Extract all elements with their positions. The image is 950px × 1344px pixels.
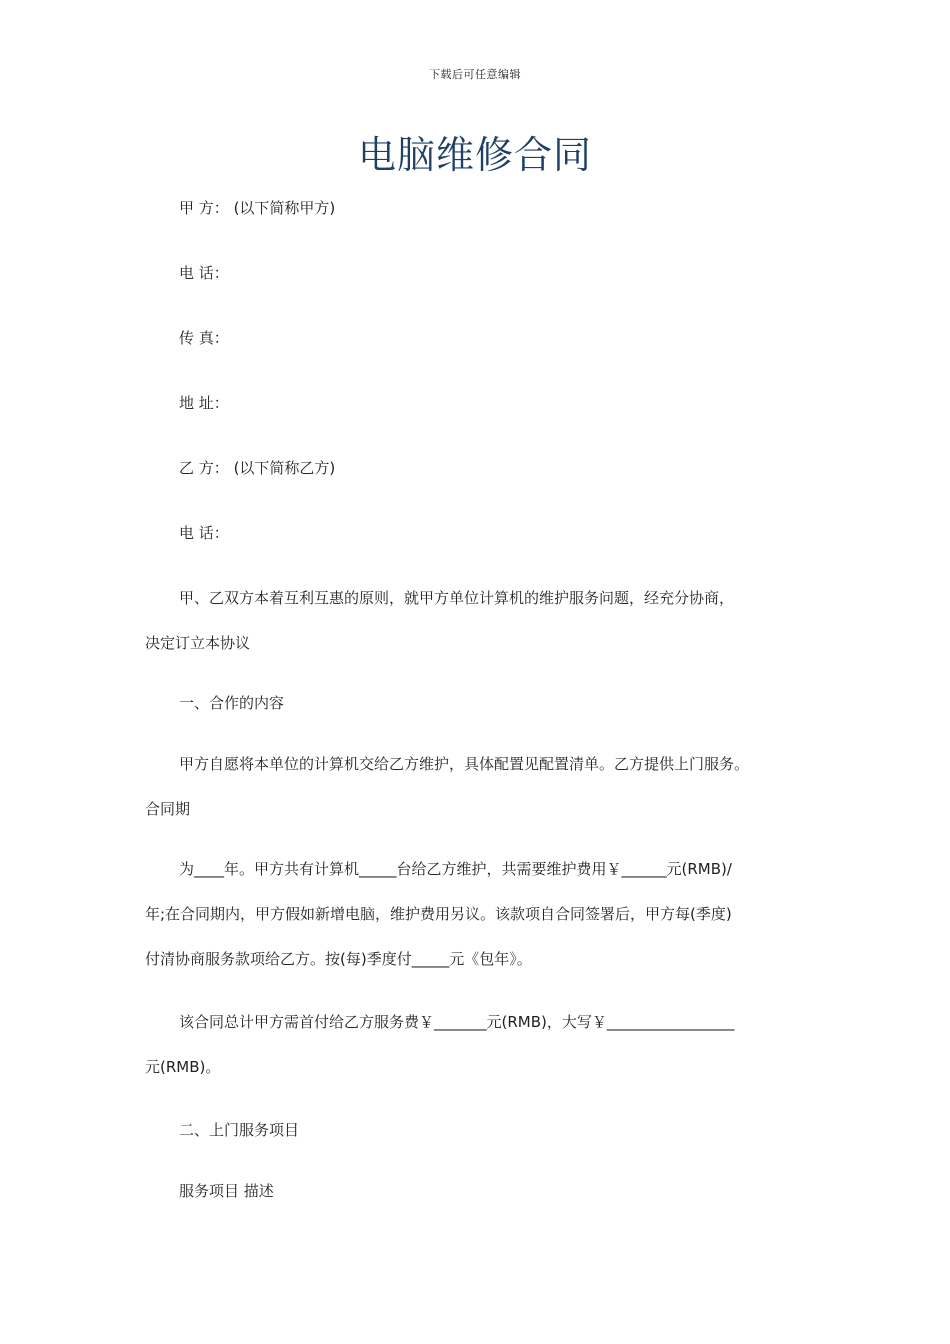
intro-line-1: 甲、乙双方本着互利互惠的原则，就甲方单位计算机的维护服务问题，经充分协商， [179, 589, 735, 607]
section2-heading: 二、上门服务项目 [179, 1121, 300, 1139]
party-a-address: 地 址： [179, 394, 229, 412]
section1-para1-line-1: 甲方自愿将本单位的计算机交给乙方维护，具体配置见配置清单。乙方提供上门服务。 [179, 755, 750, 773]
section1-para3-line-2: 元(RMB)。 [145, 1058, 221, 1076]
party-a-line [179, 198, 335, 218]
section1-para2-line-3: 付清协商服务款项给乙方。按(每)季度付_____元《包年》。 [145, 950, 532, 968]
section1-para3-line-1: 该合同总计甲方需首付给乙方服务费￥_______元(RMB)，大写￥_________________ [179, 1013, 735, 1031]
section1-heading: 一、合作的内容 [179, 694, 285, 712]
party-a-label: 甲 方： [179, 199, 229, 217]
header-note: 下载后可任意编辑 [429, 68, 521, 81]
party-a-phone: 电 话： [179, 264, 229, 282]
section1-para2-line-2: 年;在合同期内，甲方假如新增电脑，维护费用另议。该款项自合同签署后，甲方每(季度) [145, 905, 732, 923]
section1-para1-line-2: 合同期 [145, 800, 191, 818]
contract-title: 电脑维修合同 [357, 133, 592, 177]
party-a-fax: 传 真： [179, 329, 229, 347]
party-b-label: 乙 方： [179, 459, 229, 477]
party-b-phone: 电 话： [179, 524, 229, 542]
intro-line-2: 决定订立本协议 [145, 634, 251, 652]
service-table-header: 服务项目 描述 [179, 1182, 274, 1200]
party-a-note: (以下简称甲方) [233, 199, 336, 217]
party-b-line [179, 458, 335, 478]
section1-para2-line-1: 为____年。甲方共有计算机_____台给乙方维护，共需要维护费用￥______元(RMB)/ [179, 860, 732, 878]
party-b-note: (以下简称乙方) [233, 459, 336, 477]
